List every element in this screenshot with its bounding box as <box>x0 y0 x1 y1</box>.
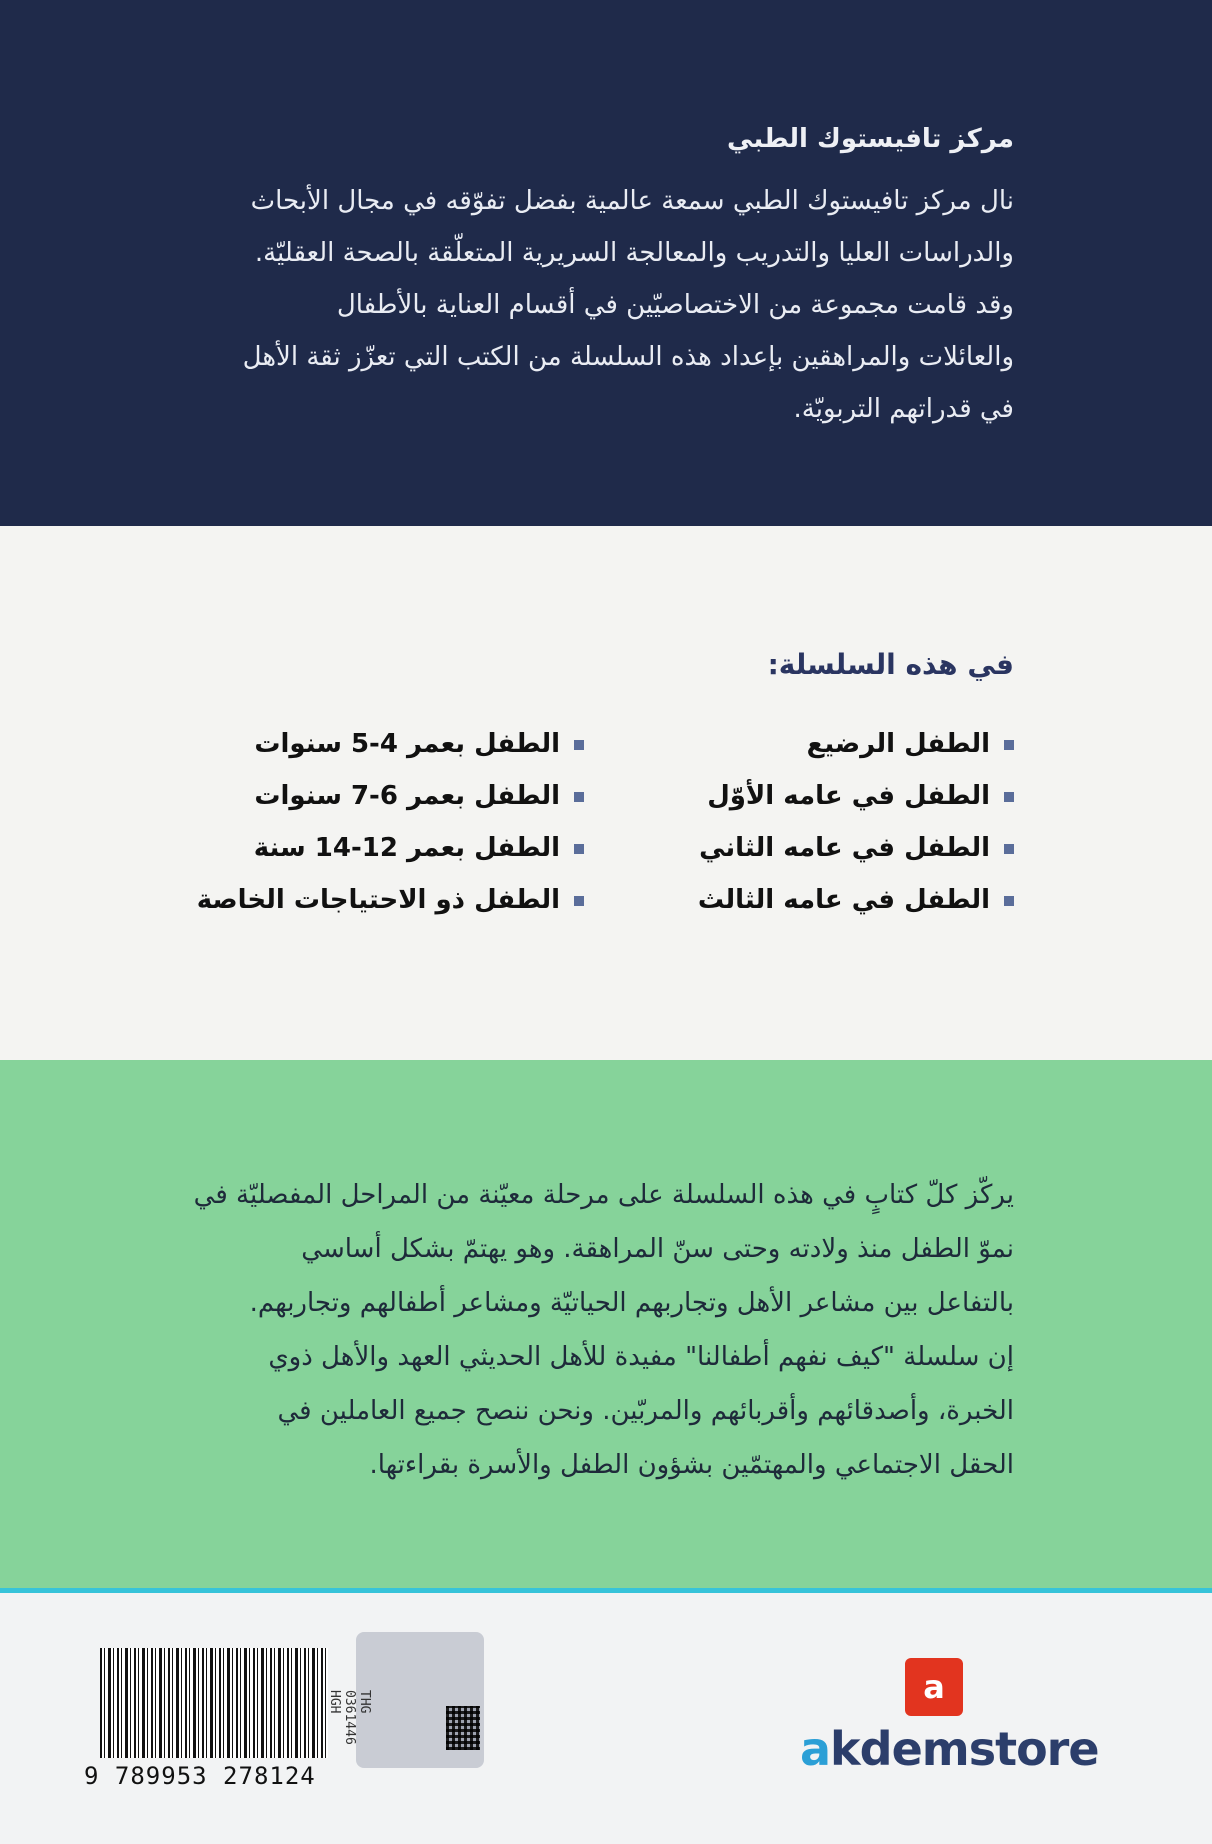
series-item: الطفل في عامه الثالث <box>698 874 1014 926</box>
square-bullet-icon <box>1004 844 1014 854</box>
series-item: الطفل بعمر 6-7 سنوات <box>197 770 584 822</box>
series-panel <box>0 526 1212 1060</box>
series-item: الطفل في عامه الأوّل <box>698 770 1014 822</box>
square-bullet-icon <box>1004 740 1014 750</box>
series-list-left <box>197 718 584 926</box>
paragraph-line: الحقل الاجتماعي والمهتمّين بشؤون الطفل والأسرة بقراءتها. <box>369 1450 1014 1480</box>
series-item: الطفل ذو الاحتياجات الخاصة <box>197 874 584 926</box>
center-title: مركز تافيستوك الطبي <box>727 124 1014 154</box>
paragraph-line: إن سلسلة "كيف نفهم أطفالنا" مفيدة للأهل الحديثي العهد والأهل ذوي <box>268 1342 1014 1372</box>
square-bullet-icon <box>574 844 584 854</box>
series-item: الطفل بعمر 12-14 سنة <box>197 822 584 874</box>
series-description <box>134 1168 1014 1492</box>
series-list-right <box>698 718 1014 926</box>
sticker-code: THG 0361446 HGH <box>327 1690 372 1745</box>
description-line: والعائلات والمراهقين بإعداد هذه السلسلة من الكتب التي تعزّز ثقة الأهل <box>242 342 1014 372</box>
qr-code-icon <box>446 1706 480 1750</box>
square-bullet-icon <box>1004 792 1014 802</box>
description-line: والدراسات العليا والتدريب والمعالجة السريرية المتعلّقة بالصحة العقليّة. <box>254 238 1014 268</box>
series-heading: في هذه السلسلة: <box>767 648 1014 681</box>
top-panel <box>0 0 1212 526</box>
paragraph-line: الخبرة، وأصدقائهم وأقربائهم والمربّين. ونحن ننصح جميع العاملين في <box>277 1396 1014 1426</box>
paragraph-line: بالتفاعل بين مشاعر الأهل وتجاربهم الحياتيّة ومشاعر أطفالهم وتجاربهم. <box>249 1288 1014 1318</box>
square-bullet-icon <box>574 740 584 750</box>
barcode <box>100 1648 328 1758</box>
paragraph-line: يركّز كلّ كتابٍ في هذه السلسلة على مرحلة معيّنة من المراحل المفصليّة في <box>193 1180 1014 1210</box>
series-item: الطفل الرضيع <box>698 718 1014 770</box>
green-panel <box>0 1060 1212 1590</box>
store-logo: akdemstore <box>800 1722 1099 1776</box>
description-line: في قدراتهم التربويّة. <box>793 394 1014 424</box>
description-line: وقد قامت مجموعة من الاختصاصيّين في أقسام العناية بالأطفال <box>336 290 1014 320</box>
paragraph-line: نموّ الطفل منذ ولادته وحتى سنّ المراهقة. وهو يهتمّ بشكل أساسي <box>301 1234 1014 1264</box>
square-bullet-icon <box>1004 896 1014 906</box>
series-item: الطفل بعمر 4-5 سنوات <box>197 718 584 770</box>
series-item: الطفل في عامه الثاني <box>698 822 1014 874</box>
isbn-number: 9 789953 278124 <box>84 1762 316 1790</box>
shopping-bag-logo-icon: a <box>905 1658 963 1716</box>
square-bullet-icon <box>574 896 584 906</box>
square-bullet-icon <box>574 792 584 802</box>
center-description <box>242 175 1014 435</box>
description-line: نال مركز تافيستوك الطبي سمعة عالمية بفضل تفوّقه في مجال الأبحاث <box>250 186 1014 216</box>
